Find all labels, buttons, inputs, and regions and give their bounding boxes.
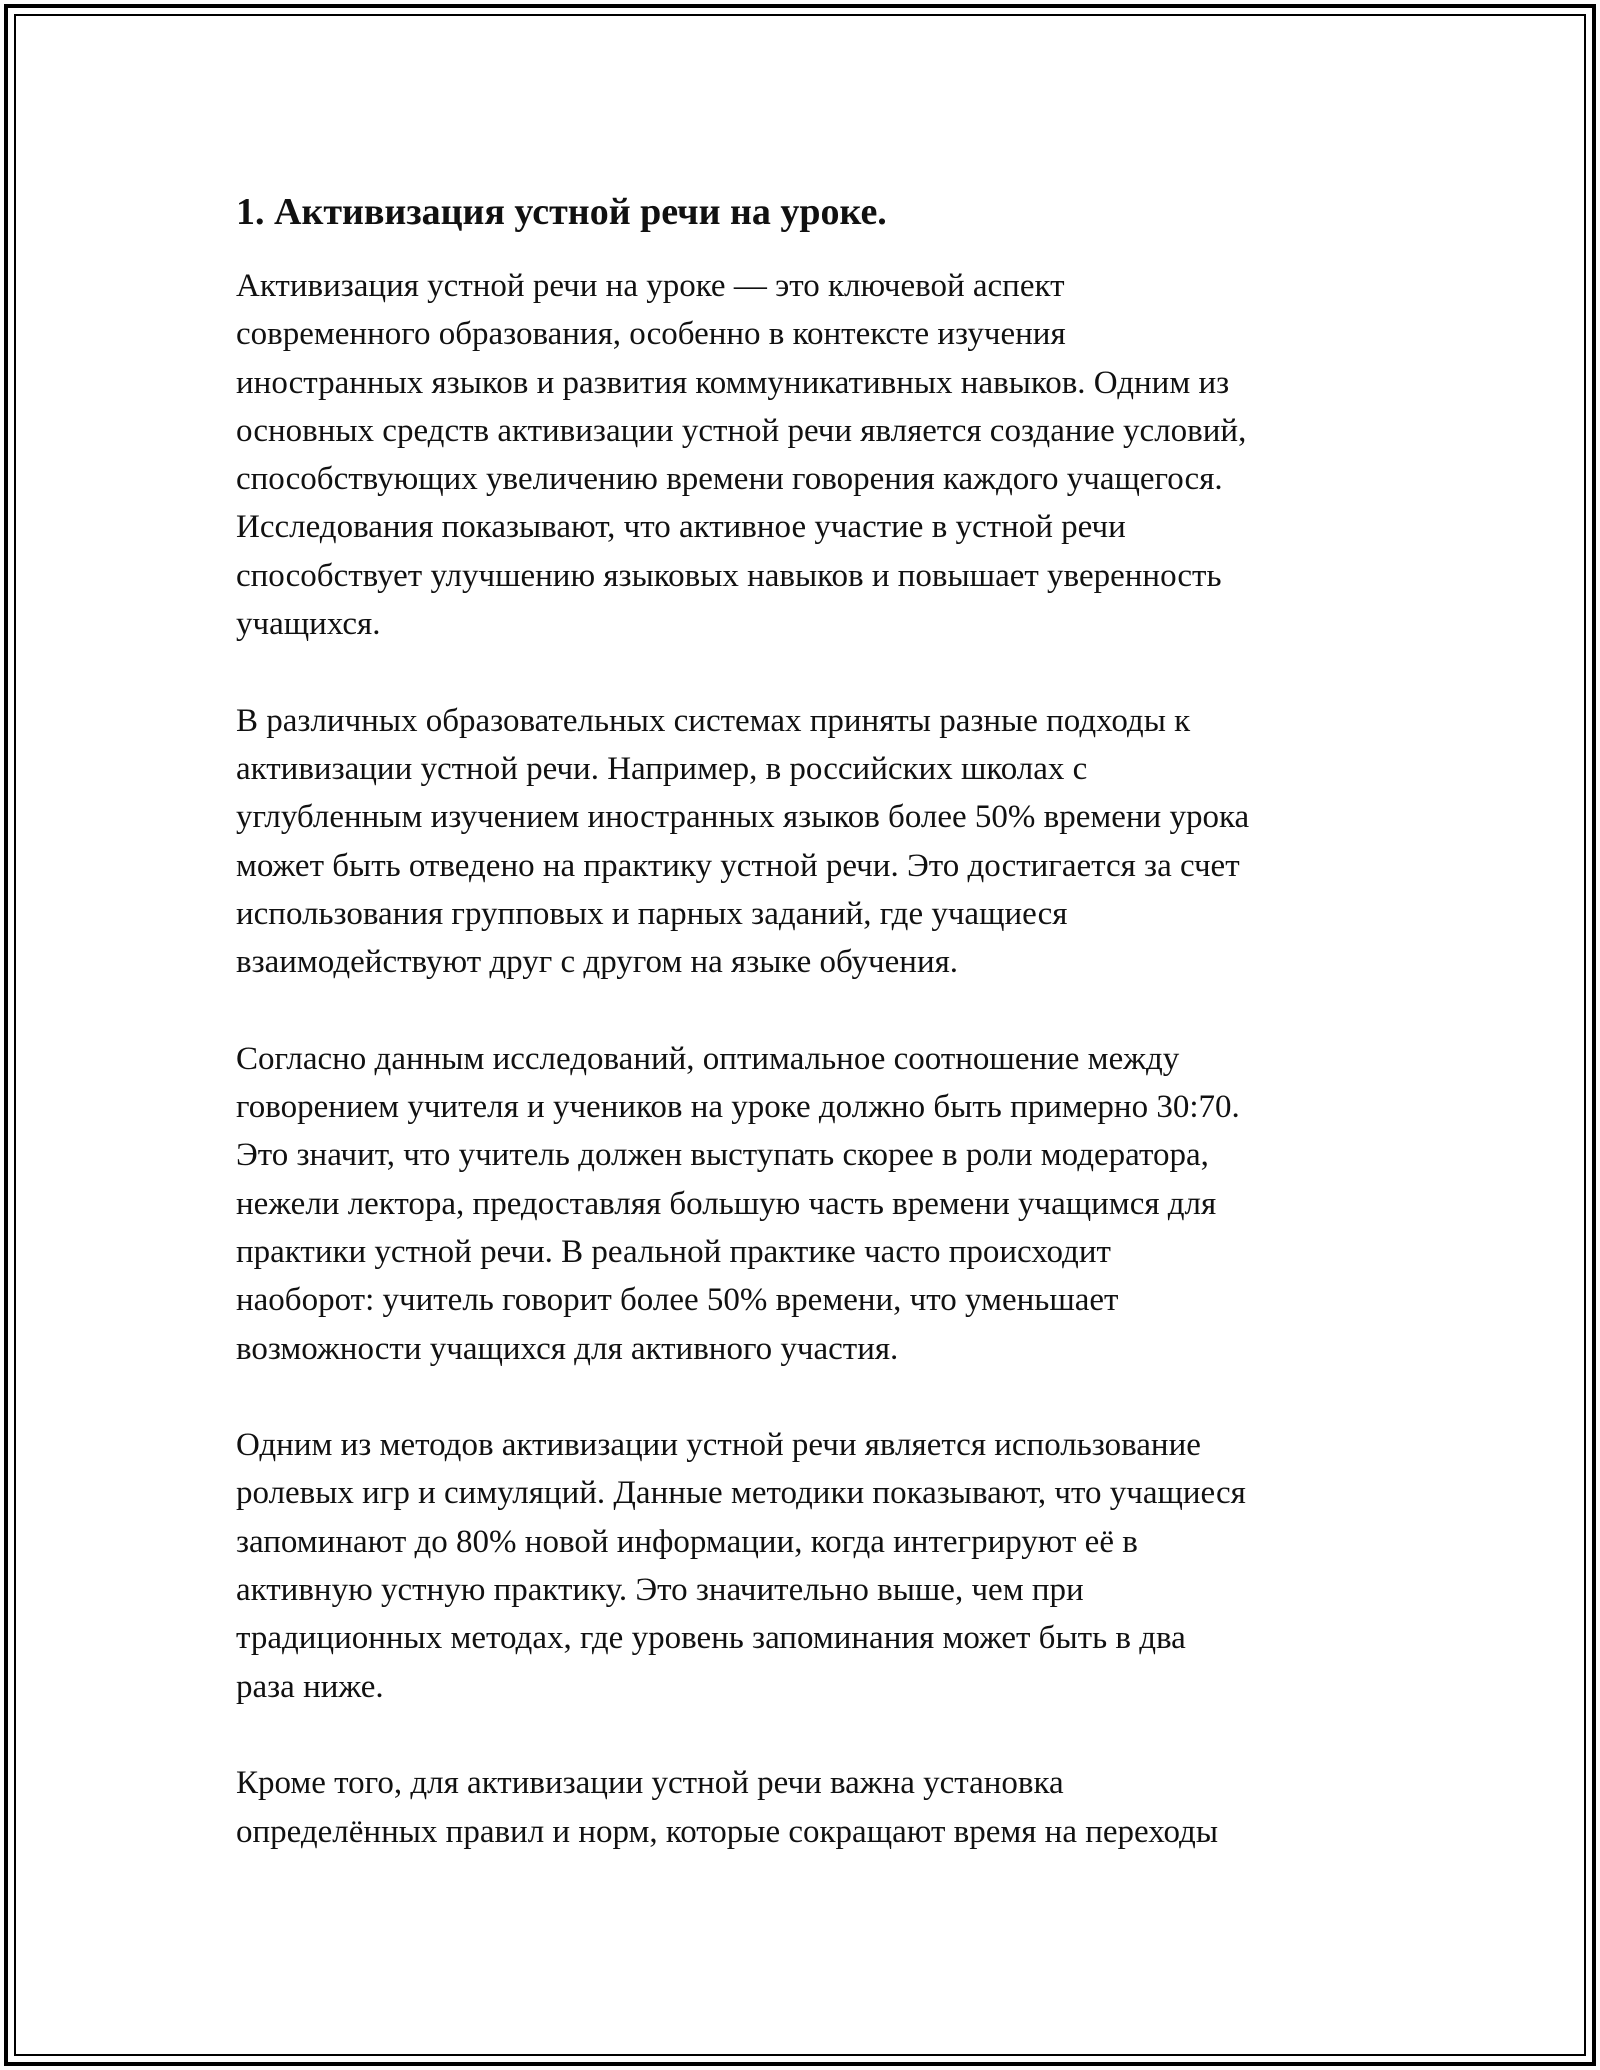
text-line: основных средств активизации устной речи является создание условий, <box>236 412 1247 449</box>
section-heading: 1. Активизация устной речи на уроке. <box>236 191 887 233</box>
text-line: ролевых игр и симуляций. Данные методики показывают, что учащиеся <box>236 1475 1246 1512</box>
text-line: современного образования, особенно в контексте изучения <box>236 316 1066 353</box>
text-line: активизации устной речи. Например, в российских школах с <box>236 750 1088 787</box>
document-body <box>236 188 1406 1904</box>
text-line: традиционных методах, где уровень запоминания может быть в два <box>236 1620 1186 1657</box>
text-line: говорением учителя и учеников на уроке должно быть примерно 30:70. <box>236 1089 1240 1126</box>
text-line: иностранных языков и развития коммуникативных навыков. Одним из <box>236 364 1230 401</box>
text-line: Одним из методов активизации устной речи является использование <box>236 1427 1201 1464</box>
text-line: Исследования показывают, что активное участие в устной речи <box>236 509 1126 546</box>
text-line: Это значит, что учитель должен выступать скорее в роли модератора, <box>236 1137 1209 1174</box>
text-line: может быть отведено на практику устной речи. Это достигается за счет <box>236 847 1240 884</box>
text-line: учащихся. <box>236 606 381 643</box>
text-line: запоминают до 80% новой информации, когда интегрируют её в <box>236 1523 1138 1560</box>
text-line: Кроме того, для активизации устной речи важна установка <box>236 1765 1064 1802</box>
paragraph-2 <box>236 697 1406 987</box>
text-line: В различных образовательных системах приняты разные подходы к <box>236 702 1191 739</box>
paragraph-1 <box>236 262 1406 648</box>
text-line: способствующих увеличению времени говорения каждого учащегося. <box>236 461 1223 498</box>
text-line: нежели лектора, предоставляя большую часть времени учащимся для <box>236 1185 1217 1222</box>
text-line: активную устную практику. Это значительно выше, чем при <box>236 1572 1084 1609</box>
paragraph-4 <box>236 1421 1406 1711</box>
text-line: наоборот: учитель говорит более 50% времени, что уменьшает <box>236 1282 1119 1319</box>
text-line: практики устной речи. В реальной практике часто происходит <box>236 1233 1111 1270</box>
paragraph-3 <box>236 1035 1406 1373</box>
text-line: использования групповых и парных заданий, где учащиеся <box>236 895 1068 932</box>
text-line: возможности учащихся для активного участия. <box>236 1330 899 1367</box>
text-line: Активизация устной речи на уроке — это ключевой аспект <box>236 268 1065 304</box>
text-line: взаимодействуют друг с другом на языке обучения. <box>236 944 959 981</box>
text-line: определённых правил и норм, которые сокращают время на переходы <box>236 1813 1219 1850</box>
text-line: способствует улучшению языковых навыков и повышает уверенность <box>236 557 1222 594</box>
paragraph-5 <box>236 1759 1406 1856</box>
text-line: Согласно данным исследований, оптимальное соотношение между <box>236 1040 1180 1077</box>
text-line: углубленным изучением иностранных языков более 50% времени урока <box>236 799 1250 836</box>
text-line: раза ниже. <box>236 1668 384 1705</box>
